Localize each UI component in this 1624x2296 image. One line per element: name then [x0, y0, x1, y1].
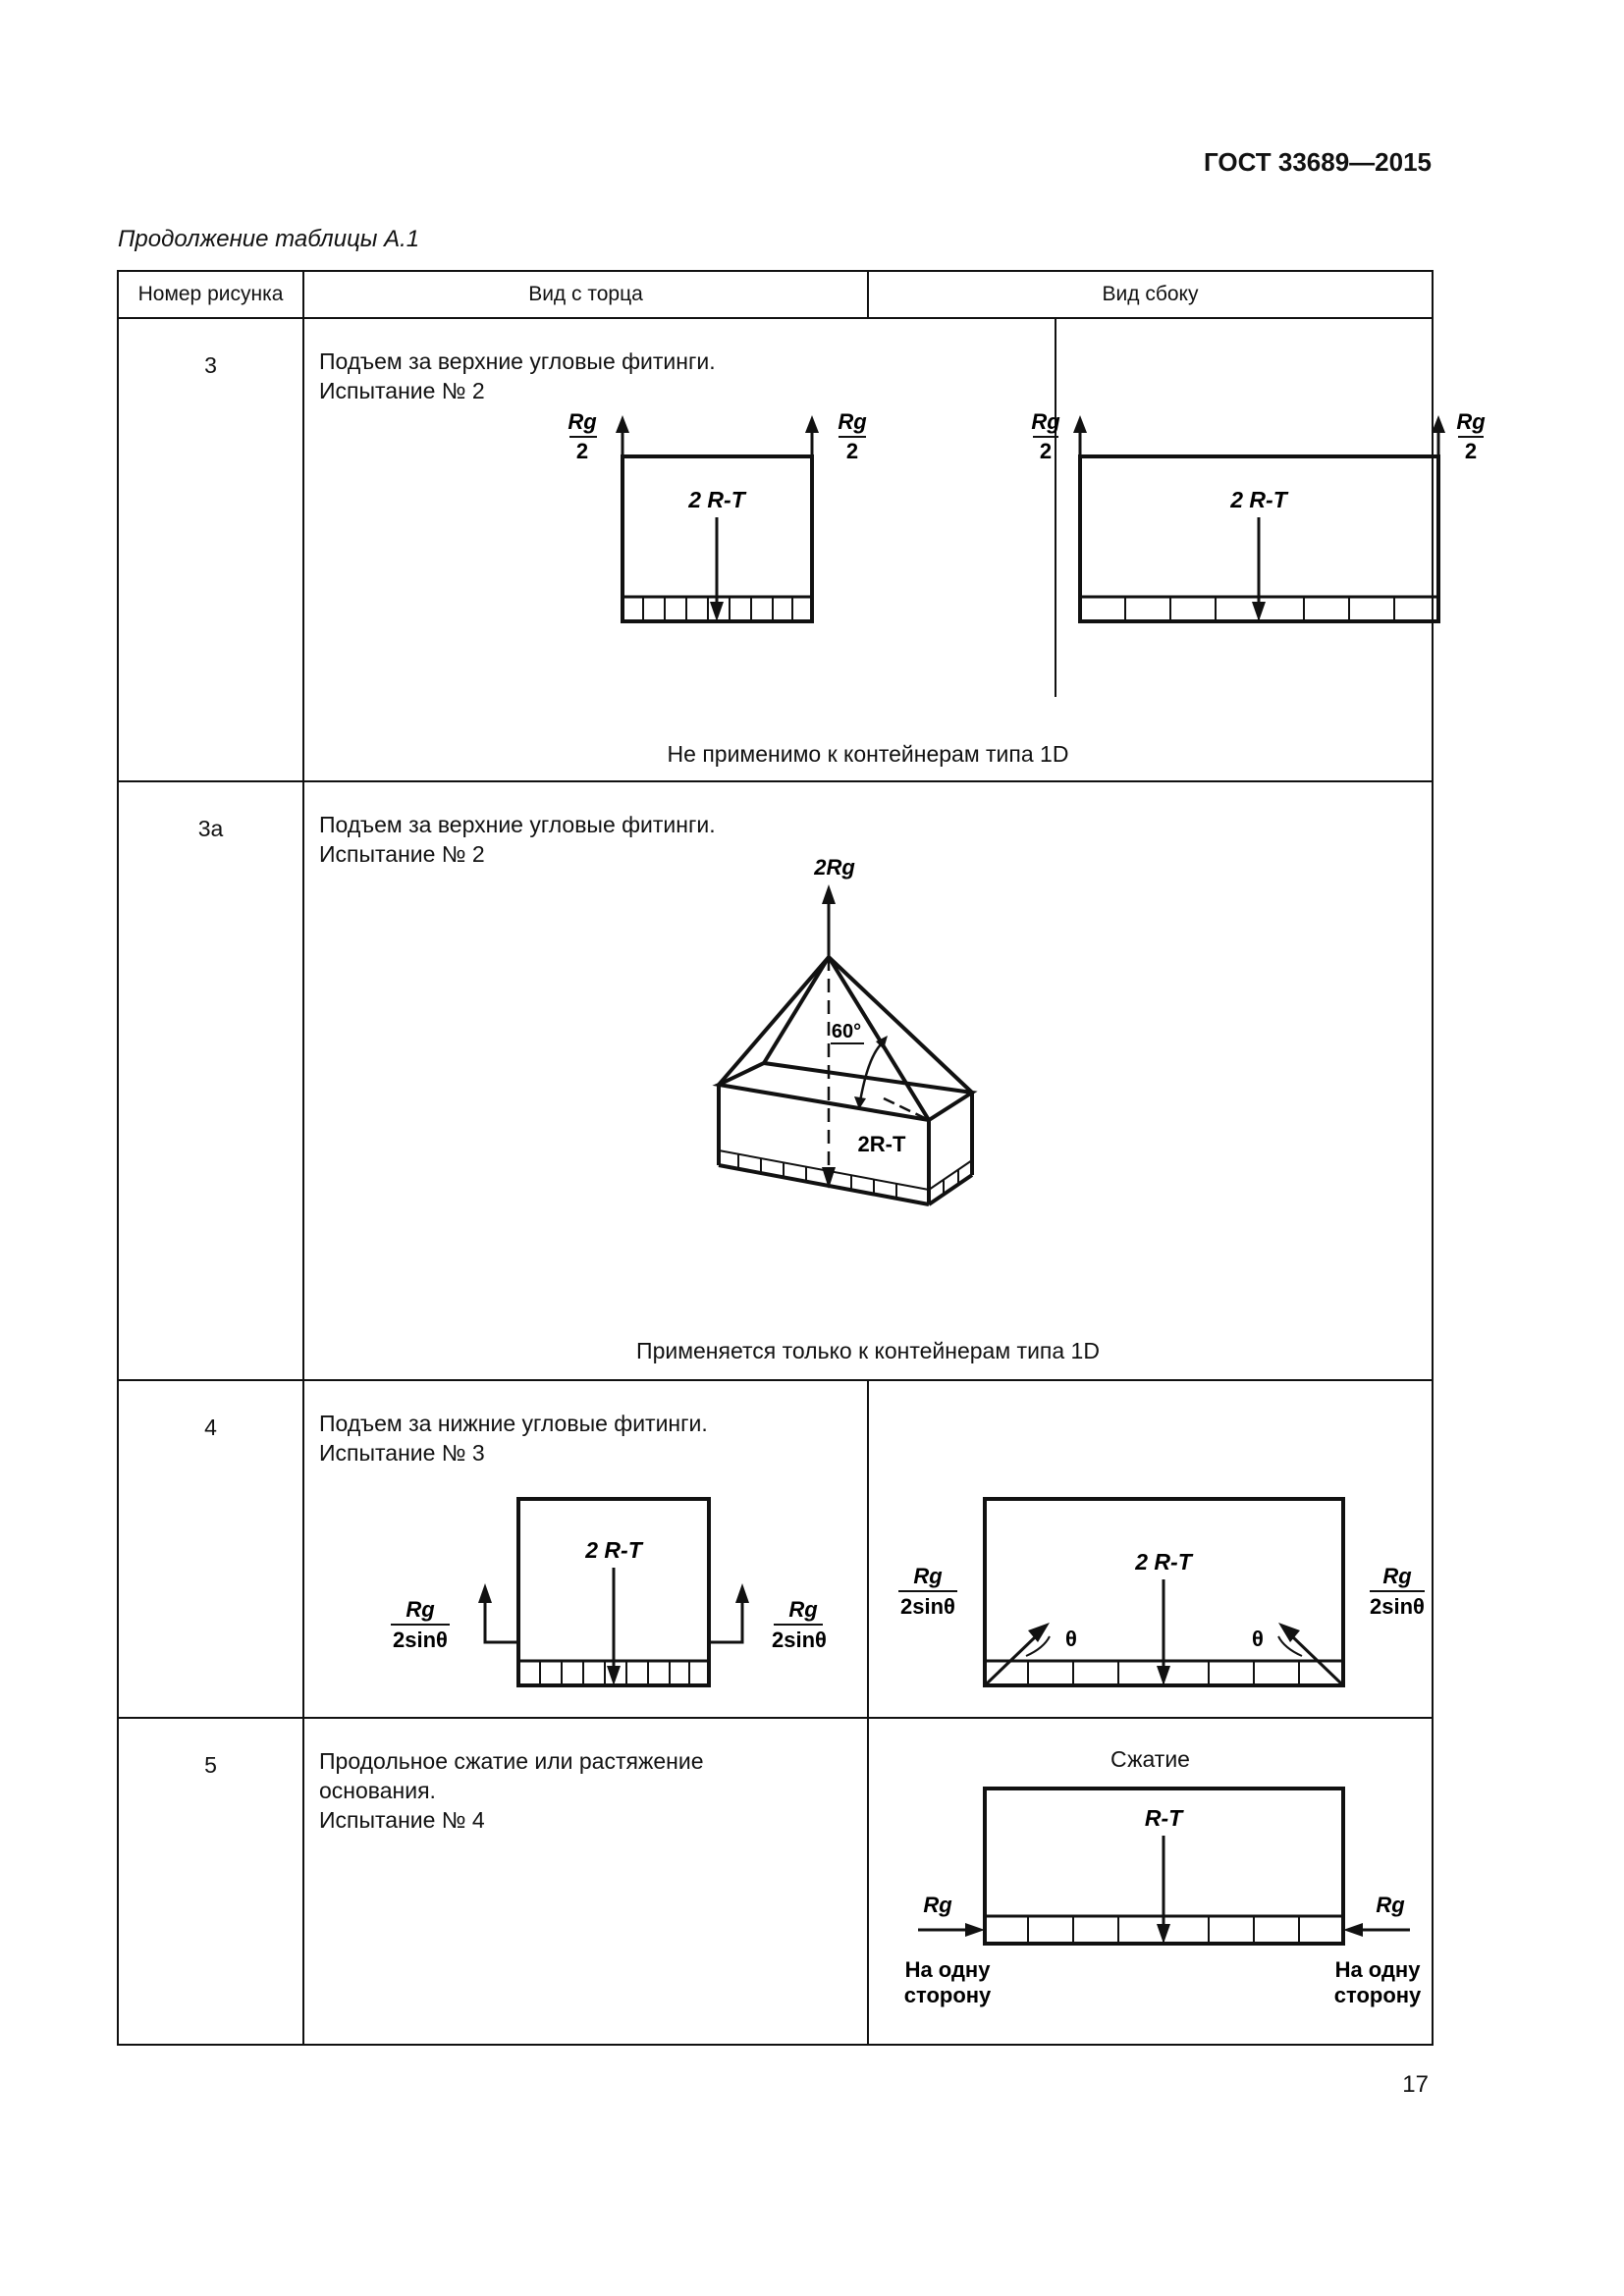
page-number: 17 [1402, 2071, 1429, 2098]
row5-text: Продольное сжатие или растяжение основания. Испытание № 4 [319, 1748, 704, 1833]
table-caption: Продолжение таблицы А.1 [118, 226, 420, 252]
two-label: 2 [1039, 439, 1053, 463]
force-label: 2Rg [814, 855, 855, 880]
rg-label: Rg [1031, 409, 1060, 434]
header-fig-number: Номер рисунка [118, 271, 303, 318]
table-row [118, 781, 1433, 1380]
load-label: R-T [1144, 1805, 1183, 1831]
table-row [118, 318, 1433, 781]
row3a-content [303, 781, 1433, 1380]
row4-text: Подъем за нижние угловые фитинги. Испытание № 3 [319, 1411, 708, 1466]
rg-label: Rg [923, 1893, 952, 1917]
load-label: 2 R-T [1230, 487, 1287, 512]
fig-number: 3 [118, 318, 303, 781]
row3a-isometric-diagram [658, 851, 1090, 1303]
rg-label: Rg [838, 409, 867, 434]
load-label: 2R-T [857, 1132, 906, 1156]
row3a-note: Применяется только к контейнерам типа 1D [636, 1338, 1100, 1363]
row4-side-view-diagram [879, 1479, 1429, 1695]
row4-side-view [868, 1380, 1433, 1718]
two-label: 2 [845, 439, 859, 463]
table-row [118, 1380, 1433, 1718]
compression-title: Сжатие [1110, 1746, 1190, 1772]
row4-end-view [303, 1380, 868, 1718]
table-header-row [118, 271, 1433, 318]
fig-number: 5 [118, 1718, 303, 2045]
angle-label: 60° [831, 1021, 862, 1042]
fig-number: 3a [118, 781, 303, 1380]
load-label: 2 R-T [585, 1537, 642, 1563]
rg-label: Rg [788, 1597, 818, 1622]
row3-text: Подъем за верхние угловые фитинги. Испытание № 2 [319, 348, 716, 403]
rg-label: Rg [568, 409, 597, 434]
one-side-label: На одну [1334, 1957, 1421, 1982]
row5-end-view [303, 1718, 868, 2045]
rg-label: Rg [406, 1597, 435, 1622]
standard-number: ГОСТ 33689—2015 [1204, 147, 1432, 177]
theta-label: θ [1065, 1627, 1077, 1651]
one-side-label: сторону [903, 1983, 992, 2007]
header-end-view: Вид с торца [303, 271, 868, 318]
two-label: 2 [1464, 439, 1478, 463]
row5-side-view-diagram [879, 1783, 1429, 2038]
two-label: 2 [575, 439, 589, 463]
fig-number: 4 [118, 1380, 303, 1718]
main-table [117, 270, 1486, 2046]
denom-label: 2sinθ [393, 1628, 448, 1652]
denom-label: 2sinθ [900, 1594, 955, 1619]
rg-label: Rg [1456, 409, 1486, 434]
table-row [118, 1718, 1433, 2045]
denom-label: 2sinθ [772, 1628, 827, 1652]
row4-end-view-diagram [334, 1479, 825, 1695]
rg-label: Rg [1376, 1893, 1405, 1917]
theta-label: θ [1252, 1627, 1264, 1651]
one-side-label: На одну [904, 1957, 991, 1982]
rg-label: Rg [1382, 1564, 1412, 1588]
row3-side-view-diagram [952, 407, 1502, 663]
row3-note: Не применимо к контейнерам типа 1D [667, 741, 1069, 767]
denom-label: 2sinθ [1370, 1594, 1425, 1619]
load-label: 2 R-T [1135, 1549, 1192, 1575]
load-label: 2 R-T [688, 487, 745, 512]
row3a-text: Подъем за верхние угловые фитинги. Испытание № 2 [319, 812, 716, 867]
rg-label: Rg [913, 1564, 943, 1588]
header-side-view: Вид сбоку [868, 271, 1433, 318]
row5-side-view [868, 1718, 1433, 2045]
row3-content [303, 318, 1486, 781]
one-side-label: сторону [1333, 1983, 1422, 2007]
row3-end-view-diagram [520, 407, 867, 663]
